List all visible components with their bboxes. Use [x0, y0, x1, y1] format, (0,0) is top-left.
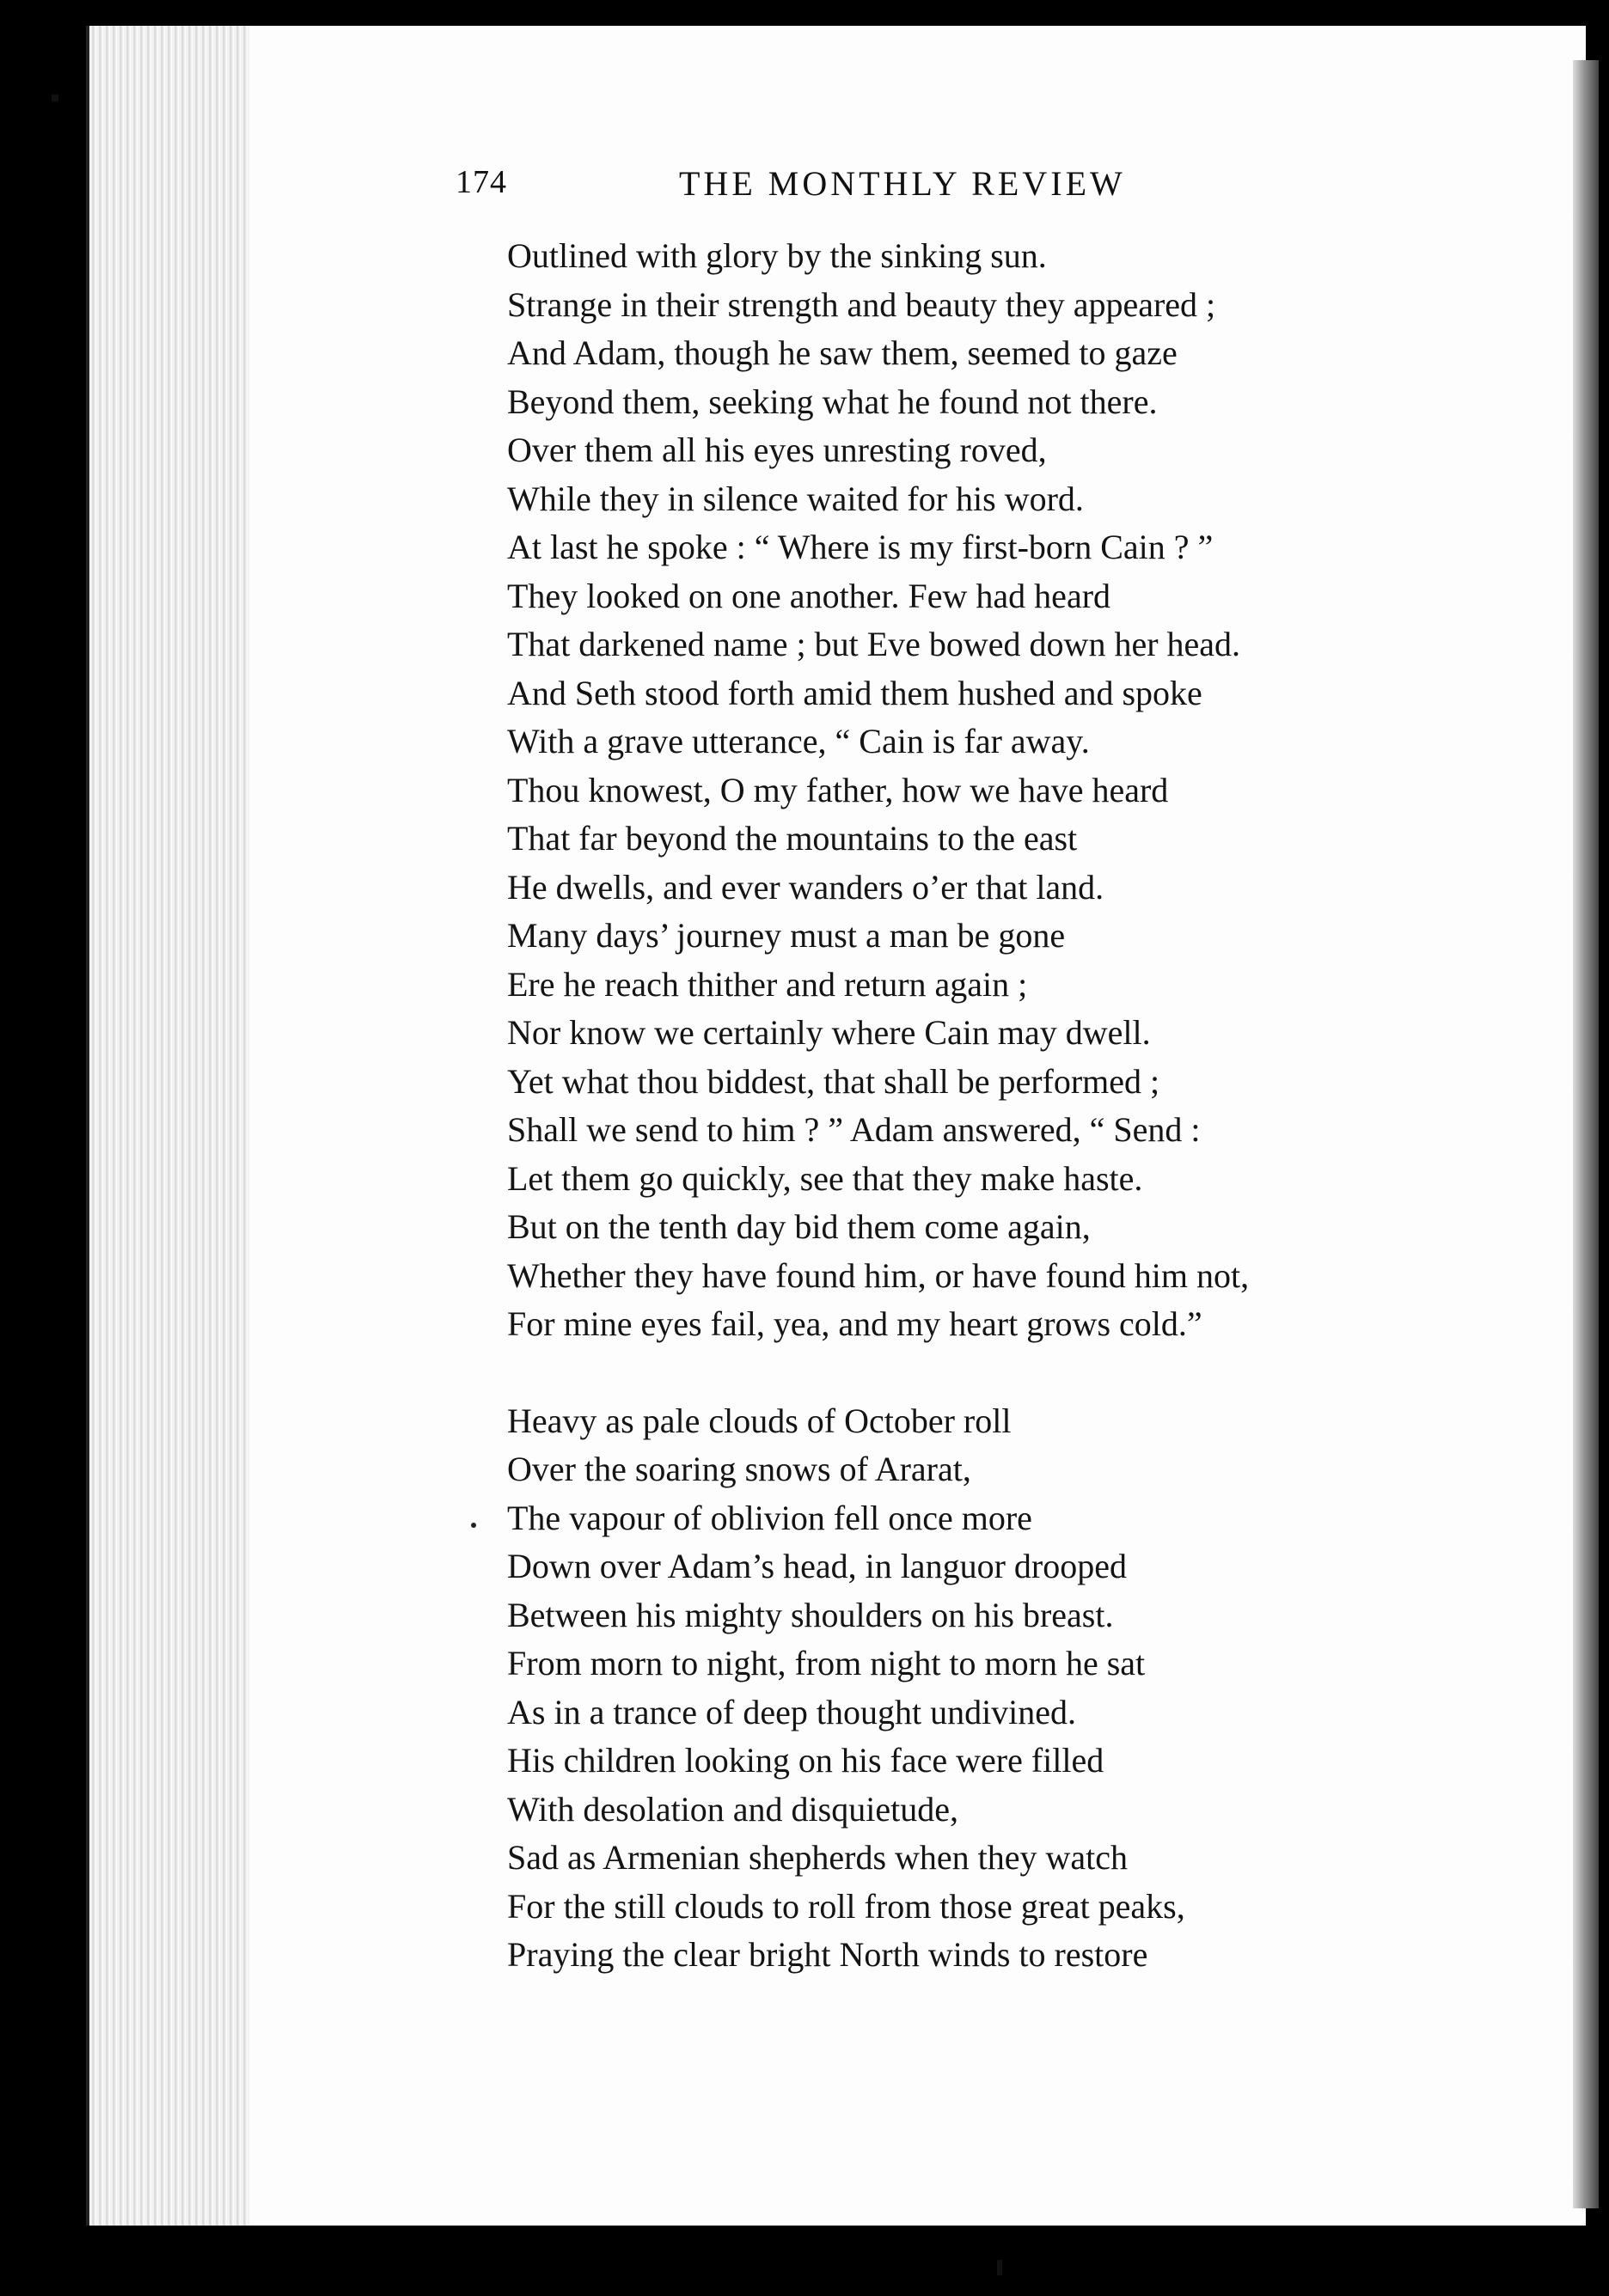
stray-ink-dot — [471, 1523, 476, 1528]
book-page-edges — [86, 26, 253, 2226]
poem-line: While they in silence waited for his word. — [507, 479, 1084, 518]
poem-line: Down over Adam’s head, in languor drooped — [507, 1547, 1127, 1585]
poem-line: As in a trance of deep thought undivined. — [507, 1692, 1077, 1731]
stanza-1 — [507, 232, 1521, 1349]
poem-line: With a grave utterance, “ Cain is far away. — [507, 722, 1090, 760]
poem-line: At last he spoke : “ Where is my first-born Cain ? ” — [507, 528, 1214, 566]
poem-line: His children looking on his face were filled — [507, 1741, 1104, 1780]
poem-line: And Seth stood forth amid them hushed and spoke — [507, 673, 1202, 712]
poem-line: Over them all his eyes unresting roved, — [507, 430, 1047, 469]
poem-line: For the still clouds to roll from those great peaks, — [507, 1886, 1185, 1926]
poem-line: Whether they have found him, or have found him not, — [507, 1255, 1250, 1295]
poem-line: Over the soaring snows of Ararat, — [507, 1450, 971, 1488]
scan-speck — [52, 95, 58, 101]
poem-line: Strange in their strength and beauty they appeared ; — [507, 284, 1216, 324]
poem-line: They looked on one another. Few had heard — [507, 576, 1111, 615]
page-gutter-shadow — [1573, 60, 1599, 2208]
poem-line: And Adam, though he saw them, seemed to gaze — [507, 333, 1178, 372]
poem-line: That far beyond the mountains to the east — [507, 819, 1078, 858]
running-head — [456, 163, 1315, 223]
poem-line: Between his mighty shoulders on his breast. — [507, 1595, 1114, 1634]
page-number: 174 — [456, 164, 507, 200]
poem-line: But on the tenth day bid them come again, — [507, 1207, 1091, 1246]
scan-speck — [997, 2260, 1002, 2275]
poem-line: Ere he reach thither and return again ; — [507, 964, 1028, 1004]
poem-line: Shall we send to him ? ” Adam answered, “ Send : — [507, 1110, 1201, 1149]
poem-line: Yet what thou biddest, that shall be performed ; — [507, 1061, 1160, 1101]
poem-line: Let them go quickly, see that they make haste. — [507, 1158, 1143, 1198]
poem-line: For mine eyes fail, yea, and my heart grows cold.” — [507, 1304, 1202, 1343]
poem-line: Beyond them, seeking what he found not there. — [507, 382, 1158, 421]
poem-line: The vapour of oblivion fell once more — [507, 1498, 1032, 1537]
journal-title: THE MONTHLY REVIEW — [679, 164, 1126, 203]
poem-line: That darkened name ; but Eve bowed down her head. — [507, 625, 1241, 663]
poem-line: Praying the clear bright North winds to restore — [507, 1935, 1148, 1974]
poem-line: Many days’ journey must a man be gone — [507, 916, 1066, 955]
poem-line: He dwells, and ever wanders o’er that land. — [507, 867, 1104, 907]
stanza-2 — [507, 1397, 1521, 1980]
poem-line: Sad as Armenian shepherds when they watch — [507, 1838, 1129, 1877]
poem-line: With desolation and disquietude, — [507, 1789, 958, 1829]
poem-line: Outlined with glory by the sinking sun. — [507, 236, 1047, 275]
poem-line: Heavy as pale clouds of October roll — [507, 1401, 1012, 1440]
poem-line: Thou knowest, O my father, how we have heard — [507, 770, 1169, 809]
poem-text — [507, 232, 1521, 1980]
poem-line: Nor know we certainly where Cain may dwell. — [507, 1013, 1151, 1052]
poem-line: From morn to night, from night to morn he sat — [507, 1644, 1146, 1682]
